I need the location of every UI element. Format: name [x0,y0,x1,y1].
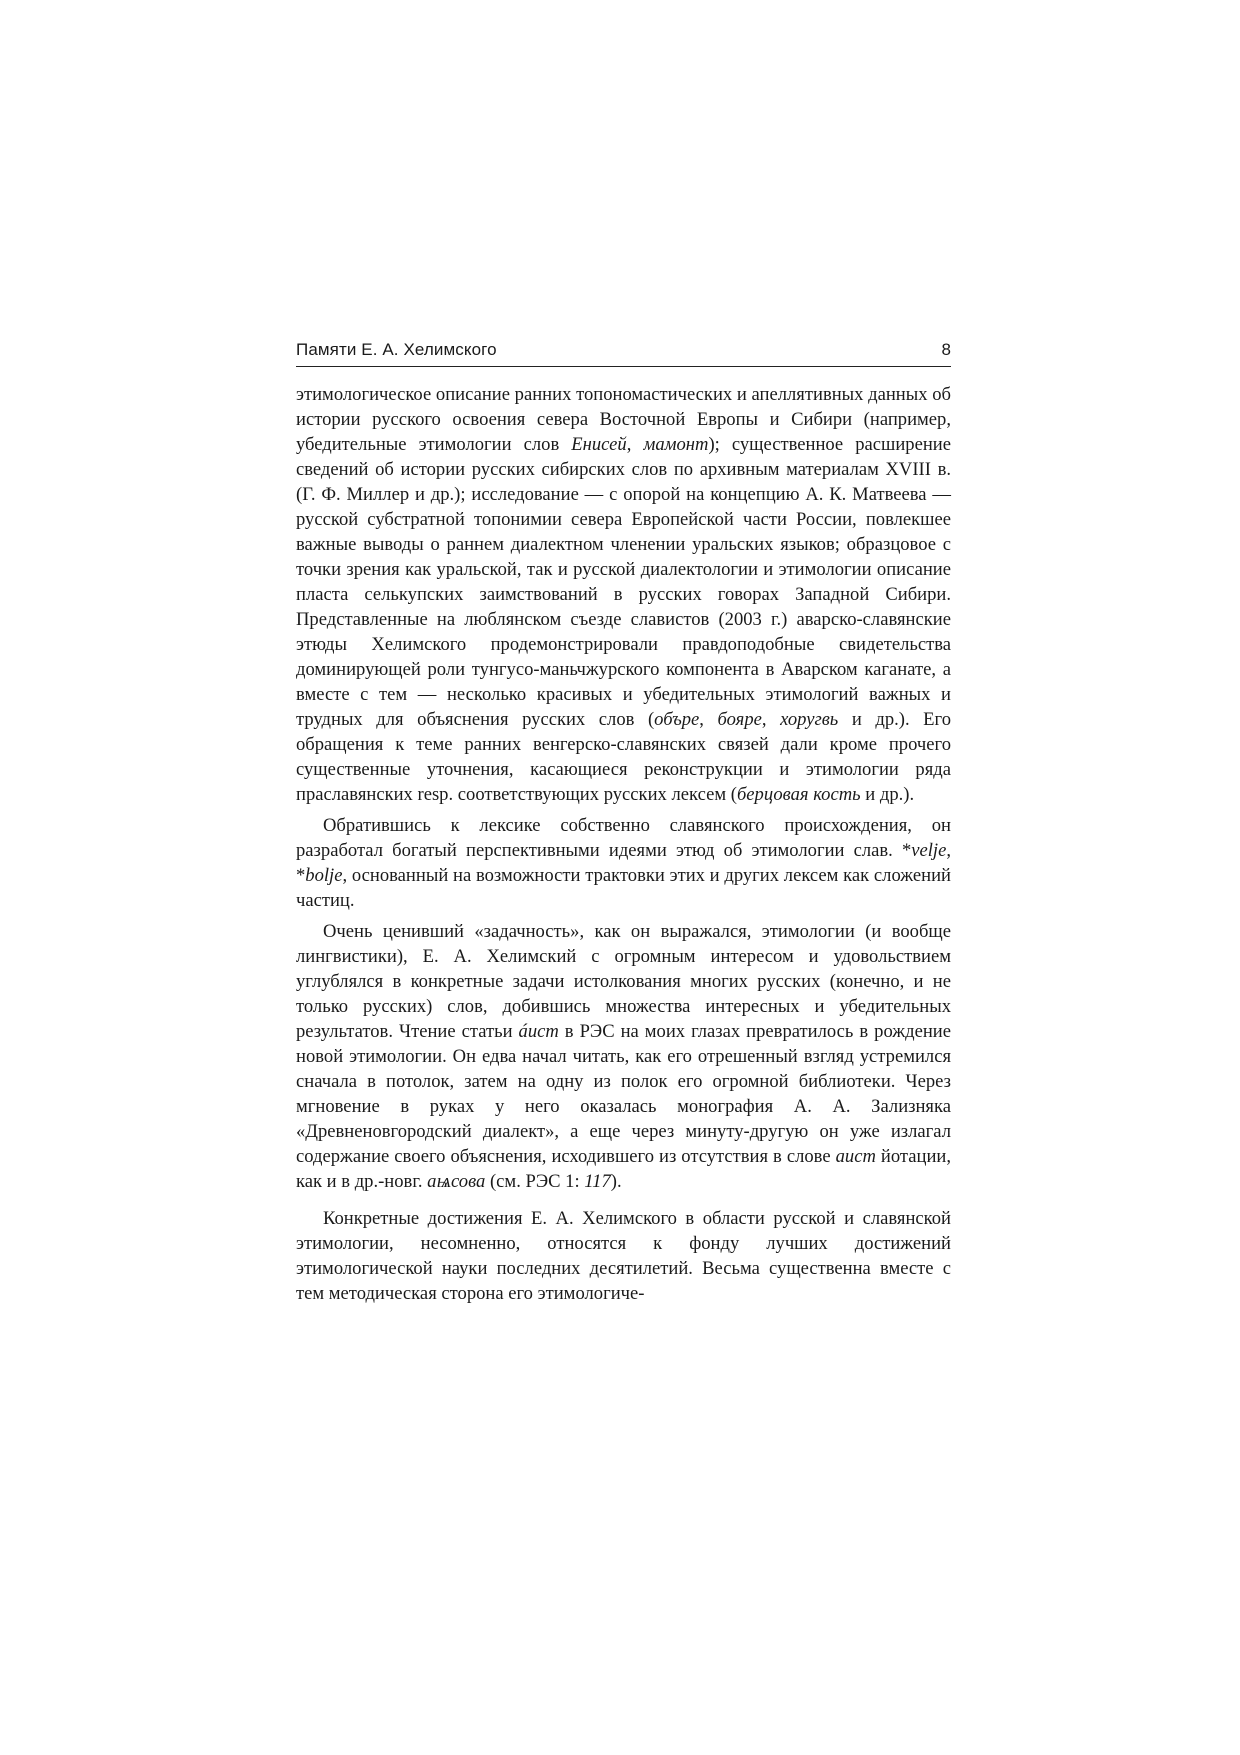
text-run: , [626,434,644,455]
italic-term: Енисей [571,434,627,455]
italic-term: bolje [305,865,343,886]
page-number: 8 [941,340,951,359]
text-run: и др.). Его обращения к теме ранних венгерско-славянских связей дали кроме прочего существенные уточнения, касающиеся реконструкции и этимологии ряда праславянских resp. соответствующих русских лексем ( [296,709,951,805]
text-run: и др.). [860,784,915,805]
text-run: , [761,709,781,730]
document-page [296,340,951,1306]
text-run: ). [610,1171,622,1192]
text-run: (см. РЭС 1: [485,1171,585,1192]
text-run: , [699,709,718,730]
paragraph-1 [296,382,951,807]
running-header [296,340,951,367]
text-run: Очень ценивший «задачность», как он выражался, этимологии (и вообще лингвистики), Е. А. Хелимский с огромным интересом и удовольствием углублялся в конкретные задачи истолкования многих русских (конечно, и не только русских) слов, добившись множества интересных и убедительных результатов. Чтение статьи [296,921,951,1042]
text-run: Конкретные достижения Е. А. Хелимского в области русской и славянской этимологии, несомненно, относятся к фонду лучших достижений этимологической науки последних десятилетий. Весьма существенна вместе с тем методическая сторона его этимологиче- [296,1208,951,1304]
text-run: , * [296,840,951,886]
body-text [296,382,951,1306]
text-run: ); существенное расширение сведений об истории русских сибирских слов по архивным материалам XVIII в. (Г. Ф. Миллер и др.); исследование — с опорой на концепцию А. К. Матвеева — русской субстратной топонимии севера Европейской части России, повлекшее важные выводы о раннем диалектном членении уральских языков; образцовое с точки зрения как уральской, так и русской диалектологии и этимологии описание пласта селькупских заимствований в русских говорах Западной Сибири. Представленные на люблянском съезде славистов (2003 г.) аварско-славянские этюды Хелимского продемонстрировали правдоподобные свидетельства доминирующей роли тунгусо-маньчжурского компонента в Аварском каганате, а вместе с тем — несколько красивых и убедительных этимологий важных и трудных для объяснения русских слов ( [296,434,952,730]
paragraph-2 [296,813,951,913]
text-run: йотации, как и в др.-новг. [296,1146,951,1192]
text-run: этимологическое описание ранних топономастических и апеллятивных данных об истории русского освоения севера Восточной Европы и Сибири (например, убедительные этимологии слов [296,384,951,455]
text-run: в РЭС на моих глазах превратилось в рождение новой этимологии. Он едва начал читать, как его отрешенный взгляд устремился сначала в потолок, затем на одну из полок его огромной библиотеки. Через мгновение в руках у него оказалась монография А. А. Зализняка «Древненовгородский диалект», а еще через минуту-другую он уже излагал содержание своего объяснения, исходившего из отсутствия в слове [296,1021,951,1167]
paragraph-3 [296,919,951,1194]
italic-term: áист [518,1021,559,1042]
paragraph-4 [296,1206,951,1306]
italic-term: velje [911,840,947,861]
italic-term: берцовая кость [736,784,861,805]
italic-term: мамонт [643,434,709,455]
italic-term: 117 [584,1171,611,1192]
text-run: Обратившись к лексике собственно славянского происхождения, он разработал богатый перспективными идеями этюд об этимологии слав. * [296,815,951,861]
italic-term: объре [654,709,700,730]
text-run: , основанный на возможности трактовки этих и других лексем как сложений частиц. [296,865,951,911]
italic-term: бояре [717,709,762,730]
italic-term: хоругвь [780,709,839,730]
running-header-title: Памяти Е. А. Хелимского [296,340,497,359]
italic-term: аѩсова [427,1171,486,1192]
italic-term: аист [835,1146,876,1167]
